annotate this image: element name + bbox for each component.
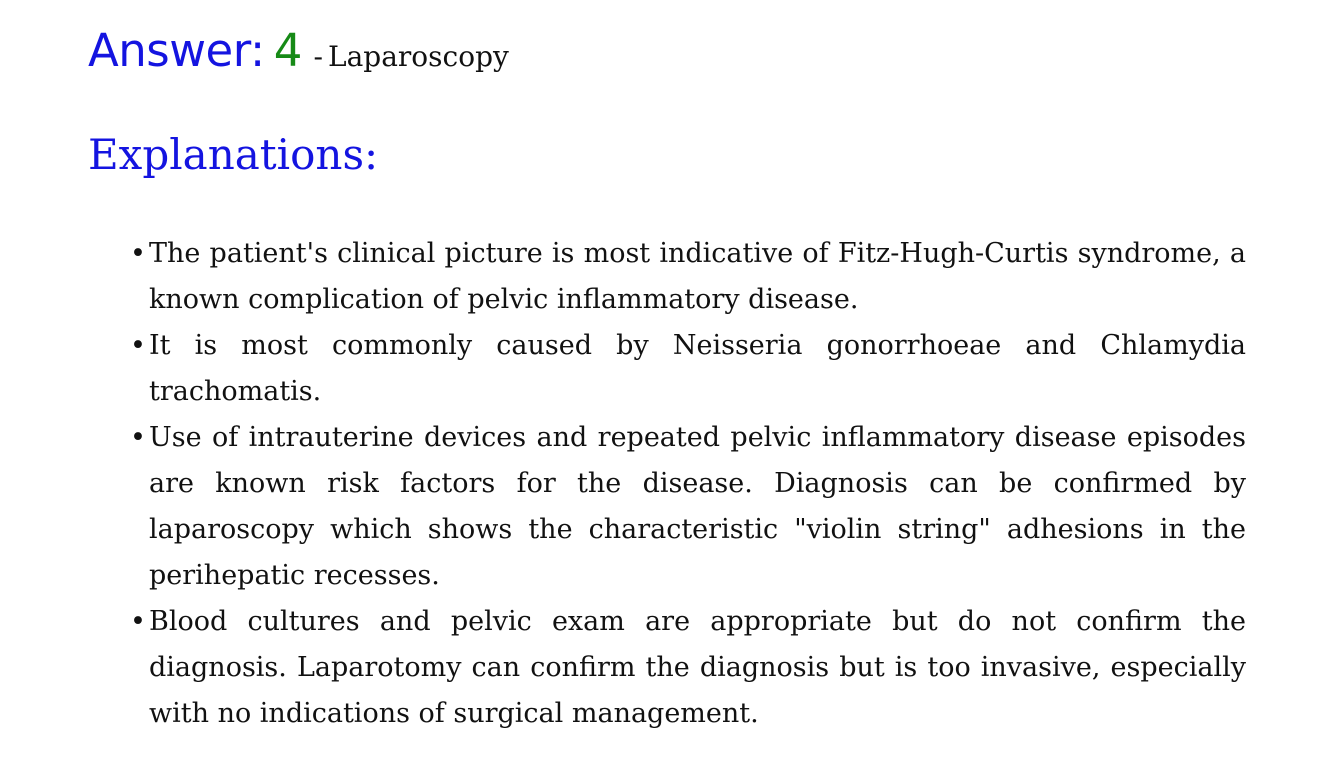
list-item-text: Use of intrauterine devices and repeated pelvic inflammatory disease episodes are known risk factors for the disease. Diagnosis can be confirmed by laparoscopy which shows the characteristic "violin string" adhesions in the perihepatic recesses. bbox=[149, 422, 1246, 591]
answer-separator: - bbox=[313, 40, 323, 73]
explanations-list bbox=[126, 231, 1246, 737]
bullet-icon: • bbox=[130, 422, 146, 453]
list-item-text: The patient's clinical picture is most indicative of Fitz-Hugh-Curtis syndrome, a known complication of pelvic inflammatory disease. bbox=[149, 238, 1246, 315]
bullet-icon: • bbox=[130, 330, 146, 361]
answer-line bbox=[88, 24, 509, 77]
list-item bbox=[126, 415, 1246, 599]
bullet-icon: • bbox=[130, 238, 146, 269]
list-item bbox=[126, 231, 1246, 323]
explanations-heading: Explanations: bbox=[88, 130, 379, 179]
answer-number: 4 bbox=[273, 24, 303, 77]
answer-text: Laparoscopy bbox=[328, 40, 509, 73]
bullet-icon: • bbox=[130, 606, 146, 637]
list-item-text: Blood cultures and pelvic exam are appropriate but do not confirm the diagnosis. Laparotomy can confirm the diagnosis but is too invasive, especially with no indications of surgical management. bbox=[149, 606, 1246, 729]
list-item bbox=[126, 323, 1246, 415]
list-item bbox=[126, 599, 1246, 737]
list-item-text: It is most commonly caused by Neisseria gonorrhoeae and Chlamydia trachomatis. bbox=[149, 330, 1246, 407]
answer-label: Answer: bbox=[88, 24, 265, 77]
